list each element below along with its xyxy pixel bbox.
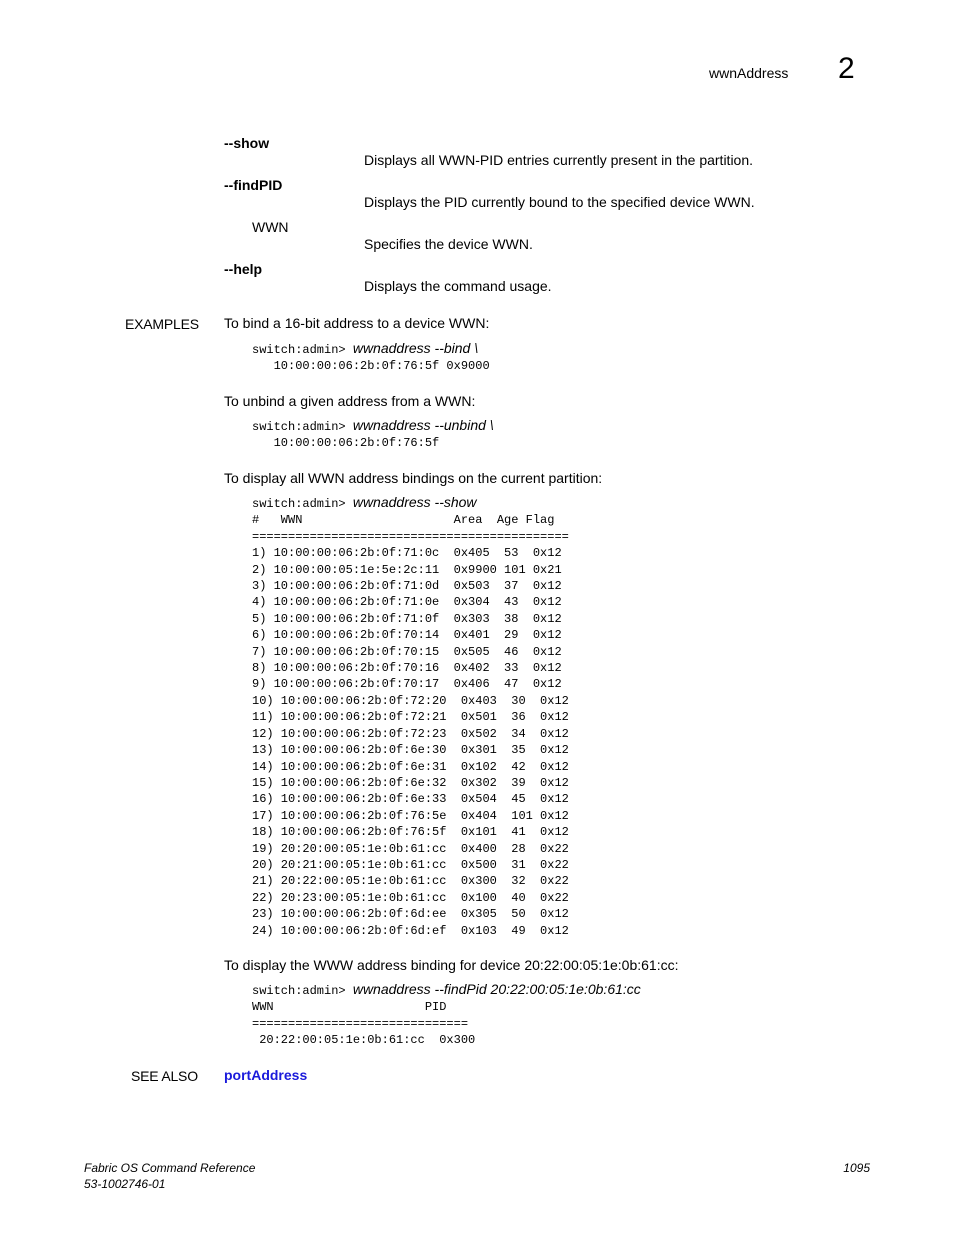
- command: wwnaddress --bind \: [352, 340, 479, 356]
- table-row: 20) 20:21:00:05:1e:0b:61:cc 0x500 31 0x22: [252, 857, 569, 872]
- table-header: WWN PID: [252, 1000, 447, 1015]
- example-3-intro: To display all WWN address bindings on the current partition:: [224, 470, 603, 486]
- footer-doc-title: Fabric OS Command Reference: [84, 1161, 256, 1175]
- example-4-intro: To display the WWW address binding for device 20:22:00:05:1e:0b:61:cc:: [224, 957, 679, 973]
- example-1-code: [252, 340, 490, 375]
- table-row: 5) 10:00:00:06:2b:0f:71:0f 0x303 38 0x12: [252, 611, 562, 626]
- table-row: 4) 10:00:00:06:2b:0f:71:0e 0x304 43 0x12: [252, 595, 562, 610]
- prompt: switch:admin>: [252, 984, 353, 998]
- table-row: 1) 10:00:00:06:2b:0f:71:0c 0x405 53 0x12: [252, 546, 562, 561]
- table-row: 11) 10:00:00:06:2b:0f:72:21 0x501 36 0x12: [252, 710, 569, 725]
- option-show-description: Displays all WWN-PID entries currently present in the partition.: [364, 152, 754, 168]
- option-help-description: Displays the command usage.: [364, 278, 552, 294]
- example-4-code: [252, 981, 641, 1049]
- table-row: 8) 10:00:00:06:2b:0f:70:16 0x402 33 0x12: [252, 661, 562, 676]
- running-header-title: wwnAddress: [709, 65, 789, 81]
- table-row: 2) 10:00:00:05:1e:5e:2c:11 0x9900 101 0x21: [252, 562, 562, 577]
- table-row: 10) 10:00:00:06:2b:0f:72:20 0x403 30 0x12: [252, 693, 569, 708]
- table-separator: ==============================: [252, 1016, 469, 1031]
- table-row: 9) 10:00:00:06:2b:0f:70:17 0x406 47 0x12: [252, 677, 562, 692]
- table-row: 15) 10:00:00:06:2b:0f:6e:32 0x302 39 0x12: [252, 775, 569, 790]
- command: wwnaddress --findPid 20:22:00:05:1e:0b:61:cc: [352, 981, 641, 997]
- footer-doc-number: 53-1002746-01: [84, 1177, 166, 1191]
- table-row: 14) 10:00:00:06:2b:0f:6e:31 0x102 42 0x12: [252, 759, 569, 774]
- command: wwnaddress --unbind \: [352, 417, 494, 433]
- table-row: 7) 10:00:00:06:2b:0f:70:15 0x505 46 0x12: [252, 644, 562, 659]
- option-findpid-description: Displays the PID currently bound to the specified device WWN.: [364, 194, 755, 210]
- table-row: 18) 10:00:00:06:2b:0f:76:5f 0x101 41 0x12: [252, 825, 569, 840]
- table-row: 16) 10:00:00:06:2b:0f:6e:33 0x504 45 0x12: [252, 792, 569, 807]
- chapter-number: 2: [838, 52, 855, 85]
- option-help: --help: [224, 261, 263, 277]
- table-row: 12) 10:00:00:06:2b:0f:72:23 0x502 34 0x12: [252, 726, 569, 741]
- command-continuation: 10:00:00:06:2b:0f:76:5f 0x9000: [252, 359, 490, 374]
- examples-heading: EXAMPLES: [125, 316, 199, 332]
- argument-wwn-description: Specifies the device WWN.: [364, 236, 533, 252]
- table-row: 21) 20:22:00:05:1e:0b:61:cc 0x300 32 0x22: [252, 874, 569, 889]
- option-findpid: --findPID: [224, 177, 283, 193]
- table-row: 6) 10:00:00:06:2b:0f:70:14 0x401 29 0x12: [252, 628, 562, 643]
- command-continuation: 10:00:00:06:2b:0f:76:5f: [252, 436, 440, 451]
- table-row: 19) 20:20:00:05:1e:0b:61:cc 0x400 28 0x22: [252, 841, 569, 856]
- table-row: 23) 10:00:00:06:2b:0f:6d:ee 0x305 50 0x12: [252, 907, 569, 922]
- table-header: # WWN Area Age Flag: [252, 513, 555, 528]
- table-row: 13) 10:00:00:06:2b:0f:6e:30 0x301 35 0x12: [252, 743, 569, 758]
- page-number: 1095: [843, 1161, 870, 1175]
- argument-wwn: WWN: [252, 219, 289, 235]
- prompt: switch:admin>: [252, 420, 353, 434]
- option-show: --show: [224, 135, 270, 151]
- table-separator: ============================================: [252, 529, 569, 544]
- example-1-intro: To bind a 16-bit address to a device WWN:: [224, 315, 490, 331]
- example-3-code: [252, 494, 569, 939]
- table-row: 24) 10:00:00:06:2b:0f:6d:ef 0x103 49 0x12: [252, 923, 569, 938]
- see-also-heading: SEE ALSO: [131, 1068, 198, 1084]
- prompt: switch:admin>: [252, 497, 353, 511]
- example-2-code: [252, 417, 494, 452]
- table-row: 20:22:00:05:1e:0b:61:cc 0x300: [252, 1033, 476, 1048]
- table-row: 22) 20:23:00:05:1e:0b:61:cc 0x100 40 0x22: [252, 890, 569, 905]
- table-row: 3) 10:00:00:06:2b:0f:71:0d 0x503 37 0x12: [252, 579, 562, 594]
- prompt: switch:admin>: [252, 343, 353, 357]
- example-2-intro: To unbind a given address from a WWN:: [224, 393, 476, 409]
- portaddress-link[interactable]: portAddress: [224, 1067, 308, 1083]
- command: wwnaddress --show: [352, 494, 477, 510]
- table-row: 17) 10:00:00:06:2b:0f:76:5e 0x404 101 0x12: [252, 808, 569, 823]
